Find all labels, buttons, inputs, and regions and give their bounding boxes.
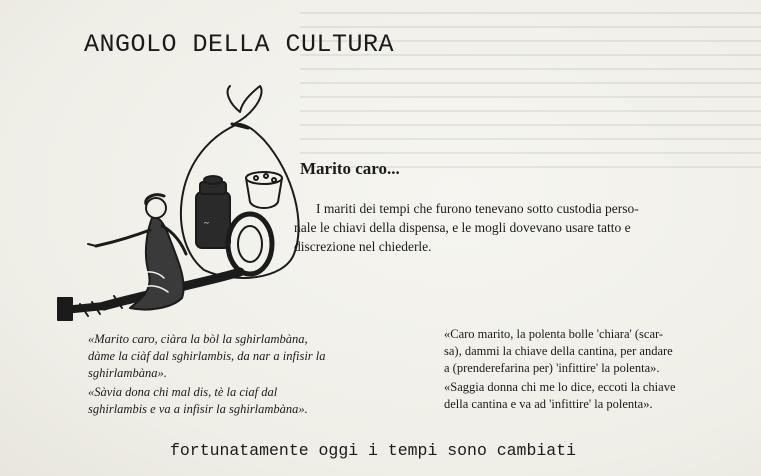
intro-line: I mariti dei tempi che furono tenevano sotto custodia perso- xyxy=(316,201,639,216)
translation-line: sa), dammi la chiave della cantina, per andare xyxy=(444,344,673,358)
article-intro xyxy=(294,199,726,256)
closing-remark: fortunatamente oggi i tempi sono cambiati xyxy=(170,441,576,460)
translation-paragraph xyxy=(444,326,724,377)
translation-line: «Saggia donna chi me lo dice, eccoti la chiave xyxy=(444,380,676,394)
dialect-line: sghirlambis e va a infisir la sghirlambàna». xyxy=(88,402,308,416)
translation-line: «Caro marito, la polenta bolle 'chiara' (scar- xyxy=(444,327,664,341)
translation-column xyxy=(444,326,724,415)
translation-line: a (prenderefarina per) 'infittire' la polenta». xyxy=(444,361,660,375)
article-subtitle: Marito caro... xyxy=(300,159,400,178)
svg-text:~: ~ xyxy=(204,218,209,228)
dialect-column xyxy=(88,331,398,420)
dialect-paragraph xyxy=(88,331,398,382)
dialect-line: sghirlambàna». xyxy=(88,366,167,380)
intro-line: nale le chiavi della dispensa, e le mogli dovevano usare tatto e xyxy=(294,220,631,235)
dialect-line: dàme la ciàf dal sghirlambis, da nar a infisir la xyxy=(88,349,326,363)
dialect-line: «Marito caro, ciàra la bòl la sghirlambàna, xyxy=(88,332,308,346)
translation-paragraph xyxy=(444,379,724,413)
dialect-line: «Sàvia dona chi mal dis, tè la ciaf dal xyxy=(88,385,278,399)
translation-line: della cantina e va ad 'infittire' la polenta». xyxy=(444,397,653,411)
dialect-paragraph xyxy=(88,384,398,418)
page-title: ANGOLO DELLA CULTURA xyxy=(84,30,395,59)
intro-line: discrezione nel chiederle. xyxy=(294,239,432,254)
